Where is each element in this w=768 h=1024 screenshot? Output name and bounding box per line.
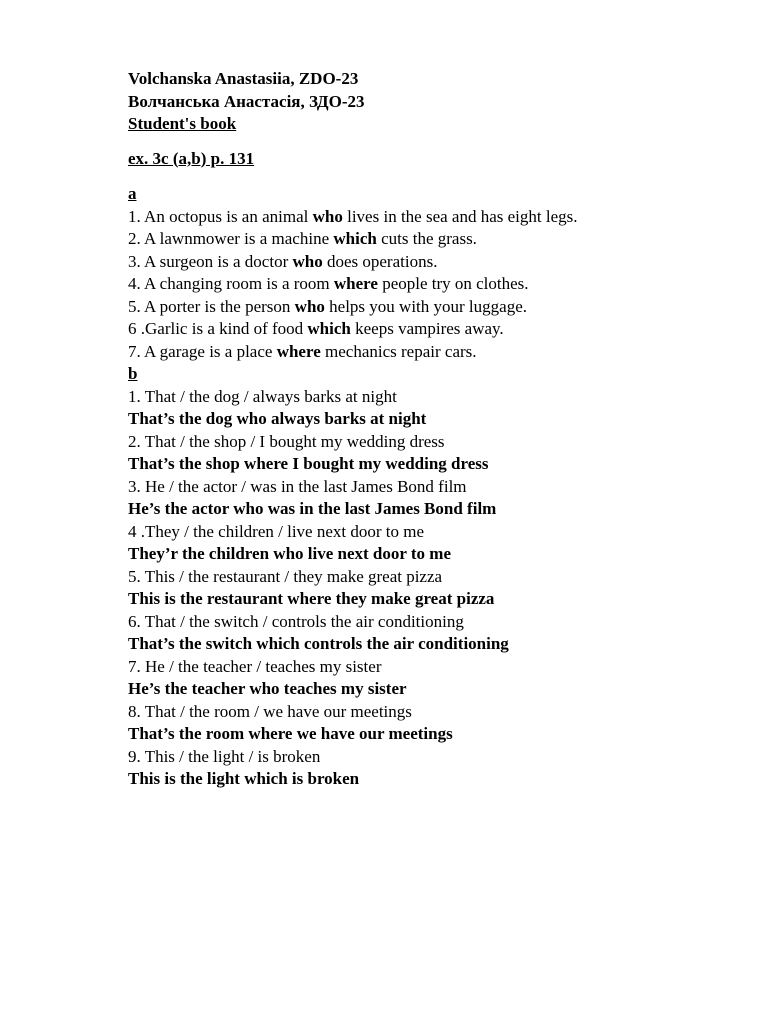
part-b-prompt-7: 7. He / the teacher / teaches my sister bbox=[128, 656, 382, 676]
part-b-prompt-9: 9. This / the light / is broken bbox=[128, 746, 321, 766]
part-b-prompt-3: 3. He / the actor / was in the last James Bond film bbox=[128, 476, 467, 496]
part-b-answer-4: They’r the children who live next door to me bbox=[128, 544, 451, 563]
sentence-end: keeps vampires away. bbox=[350, 319, 504, 338]
part-a-label: a bbox=[128, 184, 137, 203]
sentence-start: 6 .Garlic is a kind of food bbox=[128, 319, 308, 338]
sentence-start: 7. A garage is a place bbox=[128, 341, 277, 361]
part-b-answer-3: He’s the actor who was in the last James Bond film bbox=[128, 499, 497, 518]
part-b-prompt-8: 8. That / the room / we have our meetings bbox=[128, 701, 412, 721]
relative-pronoun: where bbox=[276, 341, 321, 361]
part-b-answer-6: That’s the switch which controls the air conditioning bbox=[128, 634, 509, 653]
author-name-cyrillic: Волчанська Анастасія, ЗДО-23 bbox=[128, 91, 365, 111]
sentence-end: cuts the grass. bbox=[376, 229, 477, 248]
part-b-answer-1: That’s the dog who always barks at night bbox=[128, 409, 427, 428]
document-page bbox=[128, 68, 728, 791]
part-b-prompt-2: 2. That / the shop / I bought my wedding dress bbox=[128, 431, 445, 451]
part-b-answer-9: This is the light which is broken bbox=[128, 769, 360, 788]
part-a-item-7 bbox=[128, 341, 728, 364]
part-a-item-4 bbox=[128, 273, 728, 296]
sentence-end: does operations. bbox=[322, 251, 438, 271]
part-a-list bbox=[128, 206, 728, 364]
relative-pronoun: which bbox=[333, 229, 377, 248]
part-b-answer-7: He’s the teacher who teaches my sister bbox=[128, 679, 407, 698]
exercise-title: ex. 3c (a,b) p. 131 bbox=[128, 148, 255, 168]
part-b-list bbox=[128, 386, 728, 791]
part-a-item-5 bbox=[128, 296, 728, 319]
part-b-answer-2: That’s the shop where I bought my wedding dress bbox=[128, 454, 489, 473]
part-b-label: b bbox=[128, 364, 138, 383]
sentence-end: mechanics repair cars. bbox=[320, 341, 477, 361]
part-b-prompt-1: 1. That / the dog / always barks at night bbox=[128, 386, 397, 406]
part-b-prompt-5: 5. This / the restaurant / they make great pizza bbox=[128, 566, 443, 586]
part-a-item-3 bbox=[128, 251, 728, 274]
sentence-start: 5. A porter is the person bbox=[128, 296, 295, 316]
part-b-answer-8: That’s the room where we have our meetings bbox=[128, 724, 453, 743]
relative-pronoun: who bbox=[292, 251, 323, 271]
part-a-item-2 bbox=[128, 228, 728, 251]
sentence-end: helps you with your luggage. bbox=[324, 296, 527, 316]
part-a-item-1 bbox=[128, 206, 728, 229]
relative-pronoun: where bbox=[333, 274, 378, 293]
author-name-latin: Volchanska Anastasiia, ZDO-23 bbox=[128, 69, 359, 88]
relative-pronoun: who bbox=[294, 296, 325, 316]
sentence-start: 4. A changing room is a room bbox=[128, 274, 334, 293]
document-header bbox=[128, 68, 728, 136]
book-title: Student's book bbox=[128, 114, 237, 133]
sentence-start: 3. A surgeon is a doctor bbox=[128, 251, 293, 271]
part-a-item-6 bbox=[128, 318, 728, 341]
part-b-answer-5: This is the restaurant where they make great pizza bbox=[128, 589, 495, 608]
sentence-start: 2. A lawnmower is a machine bbox=[128, 229, 334, 248]
part-b-prompt-6: 6. That / the switch / controls the air conditioning bbox=[128, 611, 464, 631]
part-b-prompt-4: 4 .They / the children / live next door to me bbox=[128, 521, 425, 541]
relative-pronoun: which bbox=[307, 319, 351, 338]
relative-pronoun: who bbox=[312, 206, 343, 226]
sentence-start: 1. An octopus is an animal bbox=[128, 206, 313, 226]
sentence-end: people try on clothes. bbox=[377, 274, 529, 293]
sentence-end: lives in the sea and has eight legs. bbox=[342, 206, 578, 226]
